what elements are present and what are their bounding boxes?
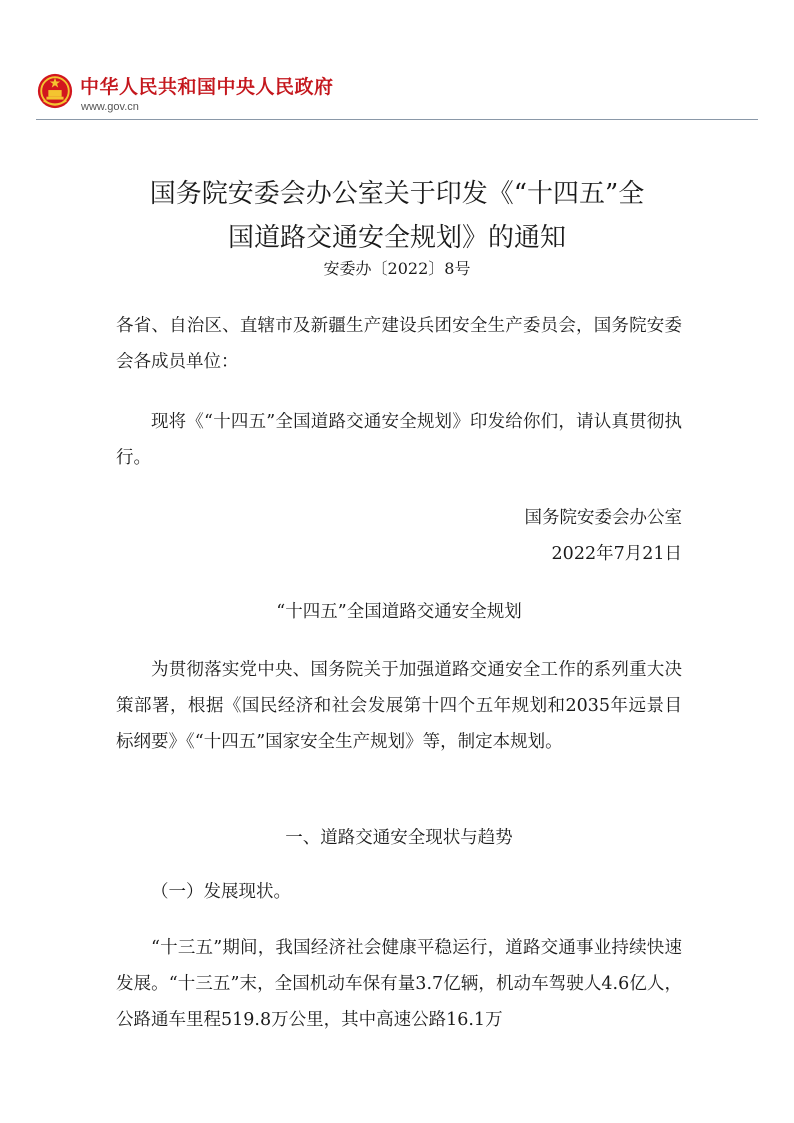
site-url[interactable]: www.gov.cn xyxy=(81,101,139,113)
national-emblem-icon[interactable] xyxy=(36,72,74,110)
section-heading: 一、道路交通安全现状与趋势 xyxy=(285,828,513,848)
body-paragraph: 现将《“十四五”全国道路交通安全规划》印发给你们，请认真贯彻执行。 xyxy=(116,412,682,468)
intro-paragraph: 为贯彻落实党中央、国务院关于加强道路交通安全工作的系列重大决策部署，根据《国民经济和社会发展第十四个五年规划和2035年远景目标纲要》《“十四五”国家安全生产规划》等，制定本规划。 xyxy=(116,660,682,752)
status-paragraph: “十三五”期间，我国经济社会健康平稳运行，道路交通事业持续快速发展。“十三五”末，全国机动车保有量3.7亿辆，机动车驾驶人4.6亿人，公路通车里程519.8万公里，其中高速公路16.1万 xyxy=(116,938,682,1030)
title-line-1: 国务院安委会办公室关于印发《“十四五”全 xyxy=(149,179,645,209)
signature-date: 2022年7月21日 xyxy=(551,544,682,564)
plan-title: “十四五”全国道路交通安全规划 xyxy=(276,602,522,622)
document-number: 安委办〔2022〕8号 xyxy=(323,259,471,278)
subsection-heading: （一）发展现状。 xyxy=(151,882,291,902)
site-header xyxy=(36,68,758,122)
salutation: 各省、自治区、直辖市及新疆生产建设兵团安全生产委员会，国务院安委会各成员单位： xyxy=(116,316,682,372)
header-divider xyxy=(36,119,758,120)
signature-org: 国务院安委会办公室 xyxy=(524,508,682,528)
site-name[interactable]: 中华人民共和国中央人民政府 xyxy=(80,76,334,98)
document-title xyxy=(100,172,694,260)
title-line-2: 国道路交通安全规划》的通知 xyxy=(227,223,566,253)
